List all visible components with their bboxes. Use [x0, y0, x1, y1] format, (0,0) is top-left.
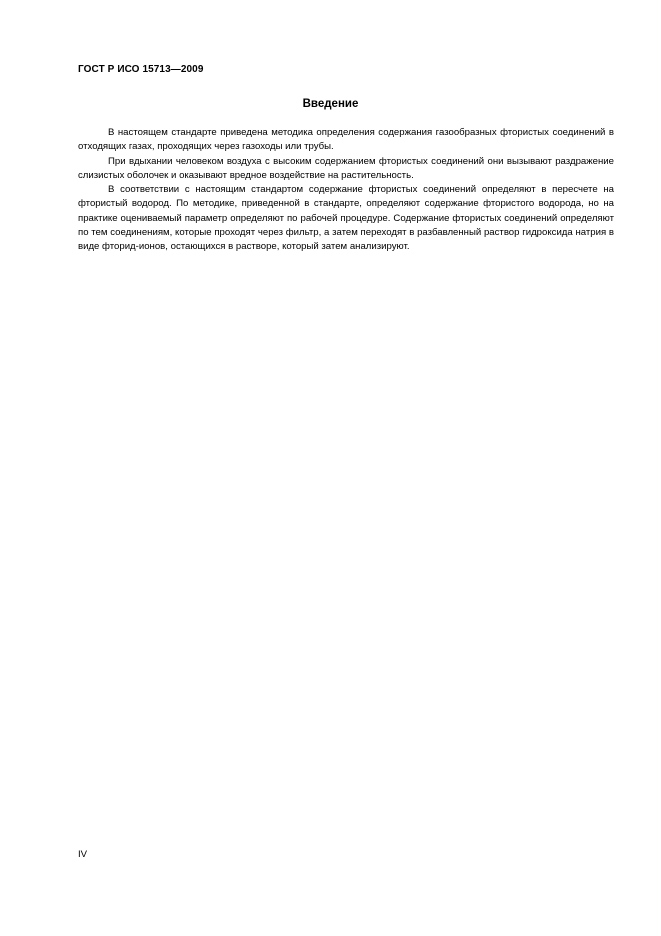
page-number: IV	[78, 849, 88, 860]
paragraph: При вдыхании человеком воздуха с высоким содержанием фтористых соединений они вызывают раздражение слизистых оболочек и оказывают вредное воздействие на растительность.	[78, 155, 614, 181]
section-title: Введение	[302, 98, 359, 110]
section-body	[78, 126, 614, 255]
paragraph: В соответствии с настоящим стандартом содержание фтористых соединений определяют в пересчете на фтористый водород. По методике, приведенной в стандарте, определяют содержание фтористого водорода, но на практике оцениваемый параметр определяют по рабочей процедуре. Содержание фтористых соединений определяют по тем соединениям, которые проходят через фильтр, а затем переходят в разбавленный раствор гидроксида натрия в виде фторид-ионов, остающихся в растворе, который затем анализируют.	[78, 184, 614, 253]
document-id-header: ГОСТ Р ИСО 15713—2009	[78, 64, 204, 75]
paragraph: В настоящем стандарте приведена методика определения содержания газообразных фтористых соединений в отходящих газах, проходящих через газоходы или трубы.	[78, 127, 614, 153]
